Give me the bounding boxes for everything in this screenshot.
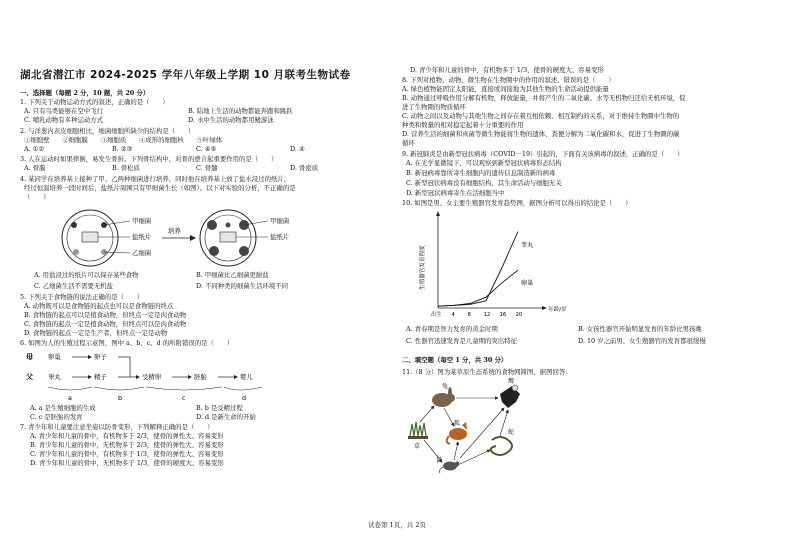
label-jia-bacteria: 甲细菌 — [132, 217, 152, 225]
q8-stem: 8. 下列对植物、动物、微生物在生物圈中的作用的叙述，错误的是（ ） — [402, 76, 615, 84]
x-tick-label: 8 — [467, 312, 471, 318]
q2-option-d[interactable]: D. ④ — [290, 145, 305, 153]
q9-stem: 9. 新冠肺炎是由新型冠状病毒（COVID－19）引起的，下面有关该病毒的叙述，正确的是（ ） — [402, 150, 684, 158]
q9-option-b[interactable]: B. 新冠病毒靠所寄生细胞内的遗传信息制造新的病毒 — [406, 169, 556, 177]
q2-stem: 2. 与洋葱内表皮细胞相比，细菌细胞所缺少的结构是（ ） — [20, 127, 195, 135]
q8-option-d-line2: 循环 — [402, 139, 415, 147]
q9-option-d[interactable]: D. 新型冠状病毒寄生在活细胞当中 — [406, 189, 505, 197]
label-yi-bacteria: 乙细菌 — [132, 249, 152, 257]
legend-testis: 睾丸 — [521, 242, 534, 249]
q2-option-a[interactable]: A. ①② — [24, 145, 45, 153]
q8-option-c-line2: 种类和数量的相对稳定起着十分重要的作用 — [402, 121, 524, 129]
q6-option-d[interactable]: D. d 是新生命的开始 — [196, 413, 256, 421]
q9-option-a[interactable]: A. 在光学显微镜下，可以观察到新型冠状病毒形态结构 — [406, 159, 562, 167]
q7-option-d-continued[interactable]: D. 青少年和儿童的骨中，有机物多于 1/3，使骨的硬度大、容易变形 — [410, 66, 604, 74]
label-mouse: 鼠 — [436, 457, 443, 464]
q4-option-c[interactable]: C. 乙细菌生活不需要无机盐 — [34, 282, 114, 290]
q10-option-d[interactable]: D. 10 岁之前男、女生殖器官的发育都很缓慢 — [578, 337, 706, 345]
arrow-grass-rabbit — [420, 406, 434, 422]
label-salt-paper-2: 盐纸片 — [270, 233, 290, 241]
q2-option-b[interactable]: B. ②③ — [112, 145, 133, 153]
q6-option-c[interactable]: C. c 是胚胎的发育 — [30, 413, 83, 421]
q3-option-c[interactable]: C. 骨髓 — [196, 164, 218, 172]
legend-ovary: 卵巢 — [521, 280, 534, 287]
q4-stem-line2: 经过恒温培养一段时间后，盐纸片周围只有甲细菌生长（如图）。以下对实验的分析，不正确的是 — [24, 184, 296, 192]
series-line-testis — [438, 232, 518, 307]
arrow-rabbit-fox — [444, 408, 454, 426]
series-line-ovary — [438, 270, 518, 306]
q6-reproduction-figure — [26, 349, 276, 403]
label-snake: 蛇 — [508, 429, 515, 436]
label-embryo: 胚胎 — [194, 373, 207, 381]
label-d: d — [242, 394, 247, 402]
q10-stem: 10. 如图是男、女主要生殖器官发育趋势图，据图分析可以得出的结论是（ ） — [402, 199, 632, 207]
q10-option-c[interactable]: C. 性器官迅速发育是儿童期的突出特征 — [406, 337, 517, 345]
q3-option-b[interactable]: B. 骨松质 — [112, 164, 140, 172]
x-tick-label: 12 — [483, 312, 491, 318]
exam-title: 湖北省潜江市 2024-2025 学年八年级上学期 10 月联考生物试卷 — [20, 69, 351, 81]
label-testis: 睾丸 — [48, 373, 61, 381]
q7-option-c[interactable]: C. 青少年和儿童的骨中，有机物多于 1/3，使骨的弹性大、容易变形 — [30, 450, 224, 458]
q6-stem: 6. 如图为人的生殖过程示意图，图中 a、b、c、d 的所附错误的是（ ） — [20, 339, 234, 347]
label-c: c — [182, 394, 186, 402]
q1-option-b[interactable]: B. 陆地上生活的动物都能奔跑和跳跃 — [188, 107, 293, 115]
label-culture: 培养 — [168, 227, 181, 235]
label-mother: 母 — [26, 353, 33, 361]
q8-option-a[interactable]: A. 绿色植物能固定太阳能，直接或间接地为其他生物的生命活动提供能量 — [402, 85, 609, 93]
q1-stem: 1. 下列关于动物运动方式的叙述，正确的是（ ） — [20, 98, 169, 106]
q6-option-b[interactable]: B. b 是受精过程 — [196, 404, 243, 412]
q2-items: ①细胞壁 ②细胞膜 ③细胞质 ④成形的细胞核 ⑤叶绿体 — [24, 136, 223, 144]
grass-icon — [408, 422, 428, 439]
q7-option-b[interactable]: B. 青少年和儿童的骨中，无机物多于 2/3，使骨的弹性大、容易变形 — [30, 441, 224, 449]
arrow-grass-mouse — [424, 440, 442, 462]
label-rabbit: 兔 — [442, 383, 449, 390]
q5-option-b[interactable]: B. 食物链的起点可以是植食动物，但终点一定是肉食动物 — [24, 311, 187, 319]
rabbit-icon — [432, 387, 455, 407]
label-fox: 狐 — [454, 420, 461, 427]
q10-growth-chart — [414, 208, 574, 326]
label-sperm: 精子 — [94, 373, 107, 381]
chart-x-unit: 年龄/岁 — [548, 307, 567, 313]
snake-icon — [491, 437, 512, 455]
label-b: b — [118, 394, 123, 402]
page-footer: 试卷第 1页，共 2页 — [368, 521, 426, 529]
q3-option-a[interactable]: A. 骨膜 — [24, 164, 46, 172]
q7-option-a[interactable]: A. 青少年和儿童的骨中，有机物多于 2/3，使骨的弹性大、容易变形 — [30, 432, 224, 440]
q6-option-a[interactable]: A. a 是生殖细胞的生成 — [30, 404, 96, 412]
q4-option-b[interactable]: B. 甲细菌比乙细菌更耐盐 — [196, 271, 269, 279]
label-father: 父 — [26, 373, 33, 381]
q5-stem: 5. 下列关于食物链的说法正确的是（ ） — [20, 293, 144, 301]
q1-option-d[interactable]: D. 水中生活的动物都用鳍游泳 — [188, 116, 274, 124]
q11-food-web-figure — [404, 378, 534, 476]
salt-paper-left — [82, 232, 98, 242]
q8-option-d-line1[interactable]: D. 营养生活的细菌和真菌等微生物能将生物的遗体、粪便分解为二氧化碳和水，促进了生物圈的碳 — [402, 130, 680, 138]
label-infant: 婴儿 — [240, 373, 253, 381]
q10-option-a[interactable]: A. 青春期是智力发育的黄金时期 — [406, 325, 498, 333]
q4-petri-figure — [58, 203, 328, 273]
q5-option-c[interactable]: C. 食物链的起点一定是植食动物，但终点可以是肉食动物 — [24, 320, 187, 328]
label-ovary: 卵巢 — [48, 353, 61, 361]
section-choice-heading: 一、选择题（每题 2 分，10 题，共 20 分） — [20, 89, 150, 97]
x-tick-label: 出生 — [431, 312, 442, 318]
q4-option-d[interactable]: D. 不同种类的细菌生活环境不同 — [196, 282, 289, 290]
q4-stem-line3: （ ） — [24, 193, 50, 201]
q7-stem: 7. 青少年和儿童要注意坐姿以防骨变形，下列解释正确的是（ ） — [20, 423, 214, 431]
label-eagle: 鹰 — [508, 378, 515, 385]
q8-option-b-line2: 进了生物圈的物质循环 — [402, 103, 466, 111]
label-egg: 卵子 — [94, 353, 107, 361]
x-tick-label: 16 — [499, 312, 507, 318]
bacteria-a-dot — [71, 222, 77, 228]
chart-y-label: 生殖器官发育程度 — [420, 245, 426, 290]
arrow-snake-eagle — [500, 410, 508, 436]
mouse-icon — [439, 462, 459, 474]
q10-option-b[interactable]: B. 女孩性器官开始明显发育的年龄比男孩晚 — [578, 325, 702, 333]
q8-option-c-line1[interactable]: C. 动物之间以及动物与其他生物之间存在着互相依赖、相互制约的关系，对于维持生物圈中生物的 — [402, 112, 680, 120]
bacteria-b-dot — [73, 249, 79, 255]
salt-paper-right — [220, 232, 236, 242]
q11-stem: 11.（8 分）图为某草原生态系统的食物网简图，据图回答： — [402, 368, 572, 376]
label-jia-bacteria-2: 甲细菌 — [270, 217, 290, 225]
label-a: a — [68, 394, 72, 402]
q1-option-a[interactable]: A. 只有鸟类能够在空中飞行 — [24, 107, 103, 115]
q8-option-b-line1[interactable]: B. 动物通过呼吸作用分解有机物，释放能量，并将产生的二氧化碳、水等无机物归还给无机环境，促 — [402, 94, 686, 102]
q2-option-c[interactable]: C. ④⑤ — [196, 145, 217, 153]
q4-option-a[interactable]: A. 用盐浸过的纸片可以保存某些食物 — [34, 271, 139, 279]
q3-option-d[interactable]: D. 骨密质 — [290, 164, 319, 172]
q4-stem-line1: 4. 某同学在培养基上接种了甲、乙两种细菌进行培养，同时他在培养基上放了盐水浸过的纸片， — [20, 175, 291, 183]
q3-stem: 3. 人在运动时如果摔倒，易发生骨折。下列骨结构中，对骨的愈合起重要作用的是（ ） — [20, 155, 278, 163]
x-tick-label: 4 — [451, 312, 455, 318]
label-zygote: 受精卵 — [142, 373, 162, 381]
arrow-mouse-fox — [454, 442, 458, 460]
label-grass: 草 — [414, 443, 421, 450]
q1-option-c[interactable]: C. 哺乳动物有多种运动方式 — [24, 116, 104, 124]
x-tick-label: 20 — [515, 312, 523, 318]
q7-option-d[interactable]: D. 青少年和儿童的骨中，无机物多于 1/3，使骨的硬度大、容易变形 — [30, 459, 224, 467]
q9-option-c[interactable]: C. 新型冠状病毒没有细胞结构，其生命活动与细胞无关 — [406, 179, 562, 187]
label-salt-paper: 盐纸片 — [132, 233, 152, 241]
arrow-mouse-snake — [460, 450, 490, 464]
q5-option-a[interactable]: A. 动物既可以是食物链的起点也可以是食物链的终点 — [24, 302, 174, 310]
q5-option-d[interactable]: D. 食物链的起点一定是生产者，但终点一定是动物 — [24, 329, 168, 337]
section-fill-heading: 二、填空题（每空 1 分，共 30 分） — [402, 356, 508, 364]
eagle-icon — [500, 385, 520, 408]
